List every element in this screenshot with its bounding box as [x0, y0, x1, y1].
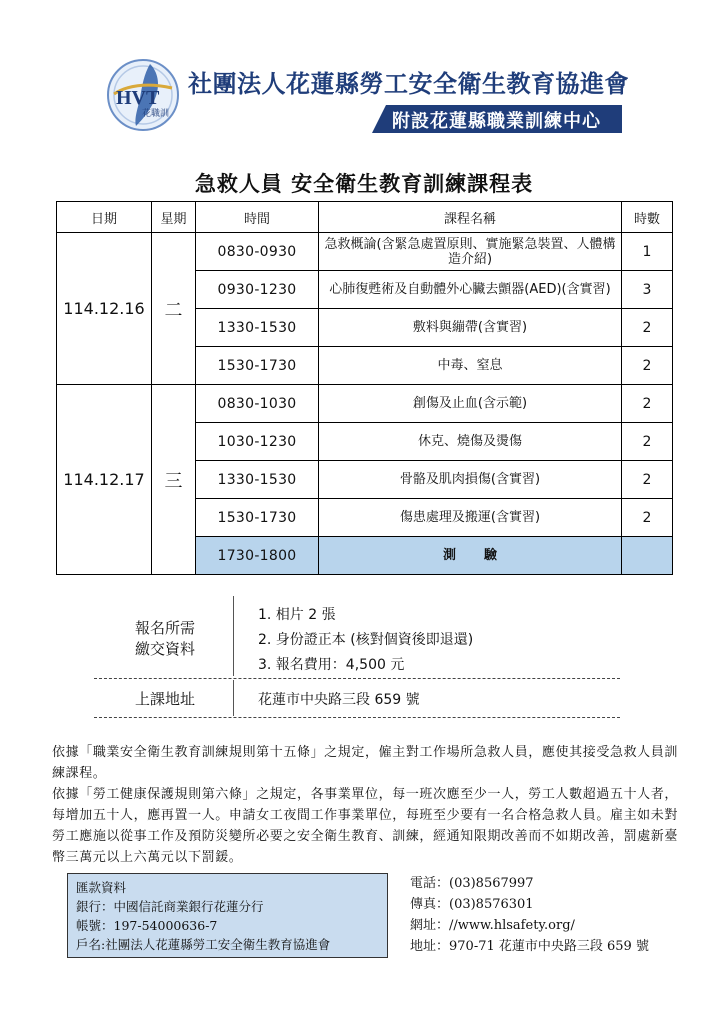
time-cell: 1030-1230 [196, 423, 319, 461]
sub-organization-banner [372, 105, 622, 133]
table-header-row [57, 202, 673, 233]
hours-cell: 2 [622, 461, 673, 499]
course-cell: 休克、燒傷及燙傷 [319, 423, 622, 461]
list-item: 1. 相片 2 張 [258, 607, 336, 623]
date-cell: 114.12.16 [57, 233, 152, 385]
divider [94, 717, 620, 718]
time-cell: 0930-1230 [196, 271, 319, 309]
hours-cell: 2 [622, 385, 673, 423]
bank-info-title: 匯款資料 [76, 880, 127, 895]
exam-label: 測驗 [442, 548, 525, 563]
hours-cell: 1 [622, 233, 673, 271]
header-weekday: 星期 [152, 202, 196, 233]
course-cell: 急救概論(含緊急處置原則、實施緊急裝置、人體構造介紹) [319, 233, 622, 271]
divider [233, 680, 234, 716]
time-cell: 0830-1030 [196, 385, 319, 423]
table-row [57, 233, 673, 271]
hours-cell: 2 [622, 499, 673, 537]
header-course: 課程名稱 [319, 202, 622, 233]
registration-label-line1: 報名所需 [134, 619, 195, 637]
hours-cell [622, 537, 673, 575]
account-holder: 戶名:社團法人花蓮縣勞工安全衛生教育協進會 [76, 937, 331, 952]
hours-cell: 2 [622, 347, 673, 385]
page-title: 急救人員 安全衛生教育訓練課程表 [194, 172, 534, 196]
time-cell: 1330-1530 [196, 309, 319, 347]
weekday-cell: 三 [152, 385, 196, 575]
address-label: 上課地址 [134, 690, 195, 708]
table-row [57, 385, 673, 423]
logo-caption: 花職訓 [142, 109, 170, 119]
date-cell: 114.12.17 [57, 385, 152, 575]
organization-name: 社團法人花蓮縣勞工安全衛生教育協進會 [188, 70, 629, 98]
list-item: 2. 身份證正本 (核對個資後即退還) [258, 632, 474, 648]
registration-label [110, 618, 220, 660]
list-item: 3. 報名費用：4,500 元 [258, 657, 405, 673]
legal-paragraph-1: 依據「職業安全衛生教育訓練規則第十五條」之規定，僱主對工作場所急救人員，應使其接受急救人員訓練課程。 [52, 745, 678, 781]
course-cell: 骨骼及肌肉損傷(含實習) [319, 461, 622, 499]
course-cell: 創傷及止血(含示範) [319, 385, 622, 423]
time-cell: 1330-1530 [196, 461, 319, 499]
course-cell [319, 537, 622, 575]
header-hours: 時數 [622, 202, 673, 233]
bank-account: 帳號：197-54000636-7 [76, 918, 218, 933]
registration-label-line2: 繳交資料 [134, 640, 195, 658]
time-cell: 1530-1730 [196, 347, 319, 385]
course-cell: 傷患處理及搬運(含實習) [319, 499, 622, 537]
contact-phone: 電話：(03)8567997 [410, 876, 534, 891]
weekday-cell: 二 [152, 233, 196, 385]
divider [94, 678, 620, 679]
hours-cell: 2 [622, 309, 673, 347]
contact-fax: 傳真：(03)8576301 [410, 897, 534, 912]
course-cell: 心肺復甦術及自動體外心臟去顫器(AED)(含實習) [319, 271, 622, 309]
time-cell: 1530-1730 [196, 499, 319, 537]
contact-website: 網址：//www.hlsafety.org/ [410, 918, 575, 933]
contact-address: 地址：970-71 花蓮市中央路三段 659 號 [410, 939, 649, 954]
divider [233, 596, 234, 676]
hours-cell: 2 [622, 423, 673, 461]
hours-cell: 3 [622, 271, 673, 309]
course-schedule-table [56, 201, 673, 575]
bank-info-box [67, 873, 388, 958]
header-time: 時間 [196, 202, 319, 233]
legal-paragraph-2: 依據「勞工健康保護規則第六條」之規定，各事業單位，每一班次應至少一人，勞工人數超過五十人者，每增加五十人，應再置一人。申請女工夜間工作事業單位，每班至少要有一名合格急救人員。雇主如未對勞工應施以從事工作及預防災變所必要之安全衛生教育、訓練，經通知限期改善而不如期改善，罰處新臺幣三萬元以上六萬元以下罰鍰。 [52, 787, 678, 865]
time-cell: 1730-1800 [196, 537, 319, 575]
time-cell: 0830-0930 [196, 233, 319, 271]
registration-requirements [258, 603, 473, 678]
organization-logo [106, 58, 180, 132]
bank-name: 銀行：中國信託商業銀行花蓮分行 [76, 899, 264, 914]
sub-organization-name: 附設花蓮縣職業訓練中心 [392, 111, 601, 132]
header-date: 日期 [57, 202, 152, 233]
class-address: 花蓮市中央路三段 659 號 [258, 692, 420, 708]
logo-text: HVT [116, 87, 160, 109]
contact-info [410, 873, 649, 957]
course-cell: 敷料與繃帶(含實習) [319, 309, 622, 347]
course-cell: 中毒、窒息 [319, 347, 622, 385]
